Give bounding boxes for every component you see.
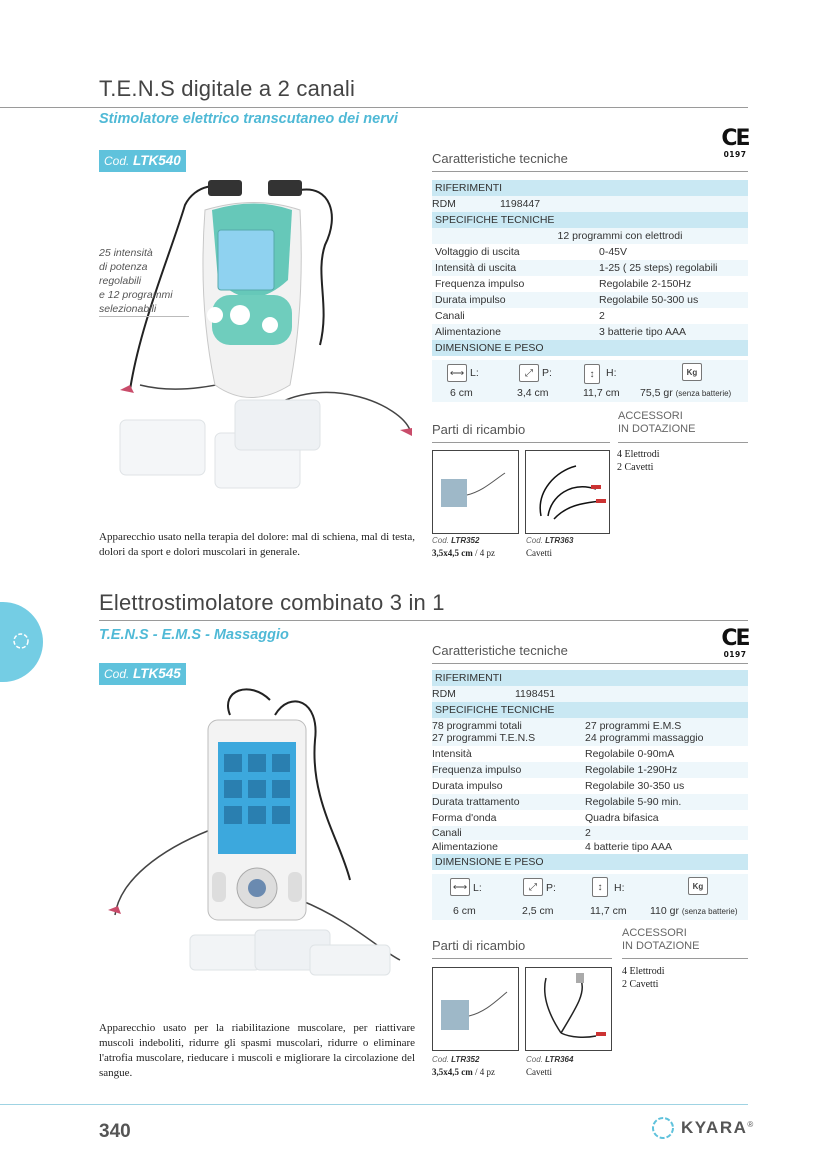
code-value: LTR364: [545, 1055, 574, 1064]
code-label: Cod.: [104, 667, 130, 681]
program-line: 27 programmi E.M.S: [585, 720, 682, 732]
program-line: 27 programmi T.E.N.S: [432, 732, 536, 744]
table-row: [432, 810, 748, 826]
dim-value: 11,7 cm: [590, 905, 627, 917]
size-value: 3,5x4,5 cm: [432, 1067, 473, 1077]
row-label: Voltaggio di uscita: [435, 246, 520, 258]
row-label: Durata trattamento: [432, 796, 520, 808]
ce-logo: CE: [721, 626, 749, 651]
product-title: T.E.N.S digitale a 2 canali: [99, 76, 356, 101]
product-code-badge: [99, 150, 186, 172]
table-row: [432, 840, 748, 854]
programs-right: [585, 720, 703, 744]
dim-weight: [640, 387, 731, 399]
product-title: Elettrostimolatore combinato 3 in 1: [99, 590, 445, 615]
dimensions-block: [432, 360, 748, 402]
dim-label: L:: [470, 367, 479, 379]
specs-table: [432, 670, 748, 870]
dim-value: 6 cm: [450, 387, 473, 399]
table-row: [432, 292, 748, 308]
ems-device-image: [100, 680, 420, 980]
accessories-rule: [622, 958, 748, 959]
weight-icon: Kg: [688, 877, 708, 895]
registered-mark: ®: [747, 1119, 754, 1129]
programs-left: [432, 720, 535, 744]
kyara-flower-icon: [10, 630, 32, 652]
spare-part-cable: [525, 450, 610, 534]
table-row-programs: [432, 718, 748, 746]
accessory-item: 2 Cavetti: [617, 462, 654, 473]
dim-label: H:: [614, 882, 625, 894]
accessory-item: 4 Elettrodi: [617, 449, 660, 460]
weight-note: (senza batterie): [675, 389, 732, 398]
row-value: Regolabile 0-90mA: [585, 748, 675, 760]
table-row: [432, 826, 748, 840]
row-value: 2: [585, 827, 591, 839]
dimensions-block: [432, 874, 748, 920]
depth-arrow-icon: ⤢: [523, 878, 543, 896]
product-subtitle: Stimolatore elettrico transcutaneo dei nervi: [99, 111, 398, 127]
spare-heading: Parti di ricambio: [432, 938, 526, 953]
spare-code: [526, 536, 573, 545]
code-label: Cod.: [432, 1055, 449, 1064]
table-section-head: SPECIFICHE TECNICHE: [432, 212, 748, 228]
specs-heading: Caratteristiche tecniche: [432, 151, 568, 166]
code-label: Cod.: [432, 536, 449, 545]
brand-name: KYARA: [681, 1118, 748, 1137]
table-row: [432, 324, 748, 340]
row-value: 3 batterie tipo AAA: [599, 326, 686, 338]
row-label: Forma d'onda: [432, 812, 497, 824]
spare-part-electrode: [432, 450, 519, 534]
spare-code: [432, 536, 479, 545]
product-description: Apparecchio usato per la riabilitazione muscolare, per riattivare muscoli indeboliti, ridurre gli spasmi muscolari, ridurre o eliminare l'atrofia muscolare, rieducare i muscoli e migliorare la circolazione del sangue.: [99, 1022, 415, 1079]
kyara-flower-icon: [648, 1113, 678, 1143]
row-value: Regolabile 5-90 min.: [585, 796, 682, 808]
spare-size: [432, 548, 495, 558]
accessories-rule: [618, 442, 748, 443]
tens-device-image: [100, 175, 430, 495]
row-value: 1198451: [515, 688, 556, 700]
specs-rule: [432, 171, 748, 172]
dim-label: P:: [542, 367, 552, 379]
accessories-heading-line: IN DOTAZIONE: [618, 423, 696, 435]
dim-value: 11,7 cm: [583, 387, 620, 399]
ce-number: 0197: [723, 650, 747, 659]
page-number: 340: [99, 1121, 131, 1142]
row-label: Intensità: [432, 748, 472, 760]
table-row-programs: 12 programmi con elettrodi: [432, 228, 748, 244]
table-row: [432, 260, 748, 276]
table-row: [432, 794, 748, 810]
accessories-heading: [622, 927, 699, 953]
width-arrow-icon: ⟷: [450, 878, 470, 896]
ce-number: 0197: [723, 150, 747, 159]
weight-note: (senza batterie): [681, 907, 738, 916]
table-row: [432, 308, 748, 324]
row-value: Regolabile 1-290Hz: [585, 764, 678, 776]
side-note: [99, 246, 189, 316]
specs-table: [432, 180, 748, 356]
accessory-item: 4 Elettrodi: [622, 966, 665, 977]
table-section-head: SPECIFICHE TECNICHE: [432, 702, 748, 718]
dim-label: H:: [606, 367, 617, 379]
spare-rule: [432, 442, 610, 443]
spare-size: [432, 1067, 495, 1077]
row-label: Intensità di uscita: [435, 262, 517, 274]
table-section-head: RIFERIMENTI: [432, 180, 748, 196]
dim-label: P:: [546, 882, 556, 894]
footer-rule: [0, 1104, 748, 1105]
side-note-line: di potenza: [99, 261, 148, 273]
spare-part-electrode: [432, 967, 519, 1051]
code-value: LTR352: [451, 536, 480, 545]
code-label: Cod.: [104, 154, 130, 168]
height-arrow-icon: ↕: [584, 364, 600, 384]
spare-heading: Parti di ricambio: [432, 422, 526, 437]
table-section-head: DIMENSIONE E PESO: [432, 340, 748, 356]
row-value: 4 batterie tipo AAA: [585, 841, 672, 853]
cable-image: [526, 968, 611, 1050]
row-label: Frequenza impulso: [435, 278, 525, 290]
spare-part-cable: [525, 967, 612, 1051]
brand-logo: [648, 1113, 753, 1143]
side-note-line: selezionabili: [99, 303, 157, 315]
specs-heading: Caratteristiche tecniche: [432, 643, 568, 658]
row-label: RDM: [432, 688, 456, 700]
table-section-head: RIFERIMENTI: [432, 670, 748, 686]
table-row: [432, 746, 748, 762]
ce-mark: [720, 128, 750, 159]
accessories-heading-line: ACCESSORI: [622, 927, 687, 939]
program-line: 24 programmi massaggio: [585, 732, 704, 744]
table-section-head: DIMENSIONE E PESO: [432, 854, 748, 870]
title-rule: [99, 620, 748, 621]
weight-icon: Kg: [682, 363, 702, 381]
program-line: 78 programmi totali: [432, 720, 522, 732]
table-row: [432, 778, 748, 794]
table-row: [432, 244, 748, 260]
ce-mark: [720, 628, 750, 659]
accessories-heading: [618, 410, 695, 436]
specs-rule: [432, 663, 748, 664]
product-subtitle: T.E.N.S - E.M.S - Massaggio: [99, 627, 289, 643]
spare-rule: [432, 958, 612, 959]
dim-value: 2,5 cm: [522, 905, 554, 917]
weight-value: 110 gr: [650, 905, 679, 917]
row-label: Durata impulso: [435, 294, 506, 306]
accessories-heading-line: IN DOTAZIONE: [622, 940, 700, 952]
row-value: Regolabile 50-300 us: [599, 294, 699, 306]
row-label: Canali: [435, 310, 465, 322]
row-value: Regolabile 2-150Hz: [599, 278, 692, 290]
height-arrow-icon: ↕: [592, 877, 608, 897]
product-description: Apparecchio usato nella terapia del dolore: mal di schiena, mal di testa, dolori da sport e dolori muscolari in generale.: [99, 531, 415, 558]
spare-desc: Cavetti: [526, 1067, 552, 1077]
code-value: LTK540: [132, 153, 181, 168]
row-value: 2: [599, 310, 605, 322]
dim-value: 6 cm: [453, 905, 476, 917]
row-label: Durata impulso: [432, 780, 503, 792]
table-row: [432, 686, 748, 702]
size-value: 3,5x4,5 cm: [432, 548, 473, 558]
depth-arrow-icon: ⤢: [519, 364, 539, 382]
dim-weight: [650, 905, 738, 917]
row-label: RDM: [432, 198, 456, 210]
row-value: 0-45V: [599, 246, 628, 258]
row-value: 1-25 ( 25 steps) regolabili: [599, 262, 718, 274]
accessory-item: 2 Cavetti: [622, 979, 659, 990]
accessories-list: [617, 448, 660, 474]
accessories-heading-line: ACCESSORI: [618, 410, 683, 422]
row-label: Alimentazione: [435, 326, 501, 338]
accessories-list: [622, 965, 665, 991]
table-row: [432, 276, 748, 292]
weight-value: 75,5 gr: [640, 387, 673, 399]
spare-code: [526, 1055, 573, 1064]
side-note-line: e 12 programmi: [99, 289, 173, 301]
table-row: [432, 196, 748, 212]
row-label: Frequenza impulso: [432, 764, 522, 776]
side-note-line: 25 intensità: [99, 247, 153, 259]
side-note-rule: [99, 316, 189, 317]
electrode-image: [433, 968, 518, 1050]
dim-value: 3,4 cm: [517, 387, 549, 399]
cable-image: [526, 451, 609, 533]
spare-desc: Cavetti: [526, 548, 552, 558]
code-label: Cod.: [526, 536, 543, 545]
code-value: LTR352: [451, 1055, 480, 1064]
row-label: Alimentazione: [432, 841, 498, 853]
row-value: 1198447: [500, 198, 541, 210]
side-note-line: regolabili: [99, 275, 142, 287]
row-label: Canali: [432, 827, 462, 839]
ce-logo: CE: [721, 126, 749, 151]
row-value: Regolabile 30-350 us: [585, 780, 685, 792]
electrode-image: [433, 451, 518, 533]
table-row: [432, 762, 748, 778]
code-value: LTK545: [132, 666, 181, 681]
qty-value: / 4 pz: [475, 548, 495, 558]
row-value: Quadra bifasica: [585, 812, 659, 824]
code-label: Cod.: [526, 1055, 543, 1064]
code-value: LTR363: [545, 536, 574, 545]
spare-code: [432, 1055, 479, 1064]
title-rule: [0, 107, 748, 108]
side-tab: [0, 602, 43, 682]
qty-value: / 4 pz: [475, 1067, 495, 1077]
width-arrow-icon: ⟷: [447, 364, 467, 382]
dim-label: L:: [473, 882, 482, 894]
